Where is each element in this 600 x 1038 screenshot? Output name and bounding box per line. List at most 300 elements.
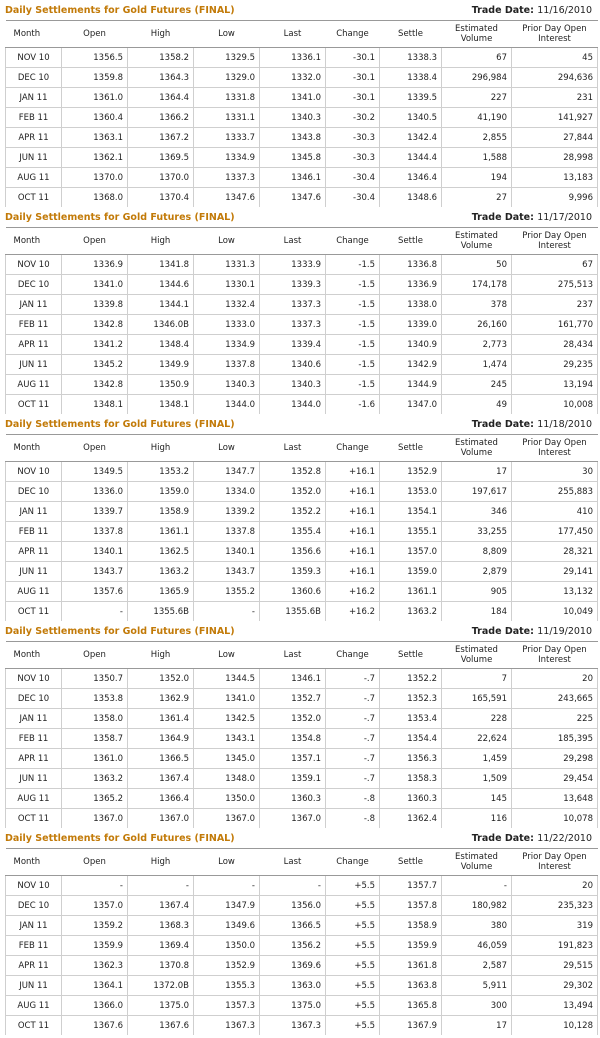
cell-settle: 1363.2: [380, 602, 442, 622]
cell-settle: 1336.9: [380, 275, 442, 295]
cell-change: +5.5: [326, 976, 380, 996]
cell-volume: 378: [442, 295, 512, 315]
trade-date: [472, 5, 592, 16]
cell-open-interest: 29,515: [512, 956, 598, 976]
cell-low: 1337.3: [194, 168, 260, 188]
cell-open-interest: 191,823: [512, 936, 598, 956]
column-header-settle: Settle: [380, 435, 442, 462]
column-header-open-interest: Prior Day Open Interest: [512, 435, 598, 462]
cell-high: 1349.9: [128, 355, 194, 375]
cell-settle: 1338.0: [380, 295, 442, 315]
column-header-low: Low: [194, 21, 260, 48]
cell-open: 1365.2: [62, 789, 128, 809]
column-header-month: Month: [6, 435, 62, 462]
cell-last: 1360.3: [260, 789, 326, 809]
cell-volume: 27: [442, 188, 512, 208]
table-header-row: [6, 21, 598, 48]
cell-settle: 1361.1: [380, 582, 442, 602]
column-header-high: High: [128, 228, 194, 255]
cell-low: 1329.5: [194, 48, 260, 68]
cell-volume: 1,459: [442, 749, 512, 769]
cell-open-interest: 29,302: [512, 976, 598, 996]
column-header-open-interest: Prior Day Open Interest: [512, 228, 598, 255]
table-header-row: [6, 849, 598, 876]
cell-month: AUG 11: [6, 789, 62, 809]
table-row: [6, 168, 598, 188]
cell-settle: 1339.5: [380, 88, 442, 108]
column-header-month: Month: [6, 21, 62, 48]
cell-change: +16.1: [326, 482, 380, 502]
cell-low: 1347.6: [194, 188, 260, 208]
cell-high: 1367.6: [128, 1016, 194, 1036]
cell-month: FEB 11: [6, 108, 62, 128]
cell-settle: 1340.5: [380, 108, 442, 128]
table-row: [6, 1016, 598, 1036]
column-header-open: Open: [62, 642, 128, 669]
column-header-month: Month: [6, 642, 62, 669]
cell-settle: 1352.3: [380, 689, 442, 709]
cell-open-interest: 255,883: [512, 482, 598, 502]
cell-low: 1330.1: [194, 275, 260, 295]
cell-open: 1357.0: [62, 896, 128, 916]
column-header-change: Change: [326, 642, 380, 669]
cell-month: DEC 10: [6, 896, 62, 916]
cell-high: 1353.2: [128, 462, 194, 482]
cell-open: 1353.8: [62, 689, 128, 709]
section-title: Daily Settlements for Gold Futures (FINAL): [5, 832, 235, 844]
column-header-high: High: [128, 21, 194, 48]
cell-high: 1359.0: [128, 482, 194, 502]
table-row: [6, 602, 598, 622]
cell-high: 1364.9: [128, 729, 194, 749]
cell-settle: 1359.9: [380, 936, 442, 956]
section-header: [2, 621, 598, 641]
cell-low: 1337.8: [194, 522, 260, 542]
cell-month: JUN 11: [6, 562, 62, 582]
cell-open: 1367.6: [62, 1016, 128, 1036]
table-row: [6, 375, 598, 395]
cell-low: 1355.2: [194, 582, 260, 602]
cell-open-interest: 10,008: [512, 395, 598, 415]
cell-open: 1363.1: [62, 128, 128, 148]
column-header-high: High: [128, 642, 194, 669]
cell-change: +16.1: [326, 542, 380, 562]
table-row: [6, 669, 598, 689]
cell-open: 1367.0: [62, 809, 128, 829]
cell-low: 1334.0: [194, 482, 260, 502]
cell-change: -.7: [326, 709, 380, 729]
cell-low: 1348.0: [194, 769, 260, 789]
cell-low: 1331.8: [194, 88, 260, 108]
cell-last: 1337.3: [260, 295, 326, 315]
cell-settle: 1346.4: [380, 168, 442, 188]
cell-month: APR 11: [6, 956, 62, 976]
section-title: Daily Settlements for Gold Futures (FINAL): [5, 625, 235, 637]
table-row: [6, 68, 598, 88]
cell-open: 1370.0: [62, 168, 128, 188]
cell-open: 1343.7: [62, 562, 128, 582]
cell-high: 1370.0: [128, 168, 194, 188]
cell-settle: 1340.9: [380, 335, 442, 355]
table-row: [6, 188, 598, 208]
cell-last: 1359.3: [260, 562, 326, 582]
cell-low: 1344.0: [194, 395, 260, 415]
cell-open: 1359.8: [62, 68, 128, 88]
cell-settle: 1347.0: [380, 395, 442, 415]
settlement-section: [2, 0, 598, 207]
cell-last: 1332.0: [260, 68, 326, 88]
cell-last: 1354.8: [260, 729, 326, 749]
cell-high: 1358.9: [128, 502, 194, 522]
trade-date-label: Trade Date:: [471, 625, 534, 637]
table-row: [6, 809, 598, 829]
cell-last: 1363.0: [260, 976, 326, 996]
cell-open: 1342.8: [62, 315, 128, 335]
cell-open-interest: 319: [512, 916, 598, 936]
trade-date-label: Trade Date:: [471, 418, 534, 430]
cell-high: 1341.8: [128, 255, 194, 275]
cell-settle: 1348.6: [380, 188, 442, 208]
cell-last: 1369.6: [260, 956, 326, 976]
cell-volume: 50: [442, 255, 512, 275]
cell-month: NOV 10: [6, 876, 62, 896]
cell-change: -.7: [326, 769, 380, 789]
cell-change: -1.5: [326, 335, 380, 355]
cell-high: 1369.4: [128, 936, 194, 956]
cell-open: 1341.0: [62, 275, 128, 295]
cell-volume: 145: [442, 789, 512, 809]
cell-change: -1.5: [326, 315, 380, 335]
cell-month: NOV 10: [6, 669, 62, 689]
cell-settle: 1339.0: [380, 315, 442, 335]
cell-high: 1348.1: [128, 395, 194, 415]
cell-high: 1348.4: [128, 335, 194, 355]
cell-settle: 1353.4: [380, 709, 442, 729]
cell-volume: 116: [442, 809, 512, 829]
cell-high: 1362.9: [128, 689, 194, 709]
settlement-section: [2, 828, 598, 1035]
settlement-table: [5, 227, 598, 414]
trade-date-value: 11/22/2010: [537, 832, 592, 844]
cell-low: 1329.0: [194, 68, 260, 88]
cell-month: AUG 11: [6, 168, 62, 188]
cell-open-interest: 29,235: [512, 355, 598, 375]
cell-month: OCT 11: [6, 602, 62, 622]
cell-open: 1364.1: [62, 976, 128, 996]
table-row: [6, 542, 598, 562]
cell-month: JAN 11: [6, 916, 62, 936]
cell-low: 1347.7: [194, 462, 260, 482]
cell-volume: 174,178: [442, 275, 512, 295]
cell-change: +16.1: [326, 522, 380, 542]
cell-high: 1367.0: [128, 809, 194, 829]
cell-volume: 41,190: [442, 108, 512, 128]
cell-change: +5.5: [326, 1016, 380, 1036]
cell-open-interest: 243,665: [512, 689, 598, 709]
cell-low: -: [194, 602, 260, 622]
cell-low: 1331.1: [194, 108, 260, 128]
cell-high: 1352.0: [128, 669, 194, 689]
settlement-section: [2, 414, 598, 621]
cell-last: 1347.6: [260, 188, 326, 208]
table-row: [6, 128, 598, 148]
table-header-row: [6, 435, 598, 462]
trade-date: [472, 419, 592, 430]
cell-open: 1350.7: [62, 669, 128, 689]
cell-last: 1375.0: [260, 996, 326, 1016]
cell-high: 1366.5: [128, 749, 194, 769]
cell-high: 1366.4: [128, 789, 194, 809]
cell-open-interest: 275,513: [512, 275, 598, 295]
cell-open: 1357.6: [62, 582, 128, 602]
cell-open-interest: 13,183: [512, 168, 598, 188]
cell-open-interest: 10,049: [512, 602, 598, 622]
column-header-open-interest: Prior Day Open Interest: [512, 642, 598, 669]
cell-last: 1339.3: [260, 275, 326, 295]
cell-settle: 1355.1: [380, 522, 442, 542]
cell-volume: 46,059: [442, 936, 512, 956]
column-header-change: Change: [326, 21, 380, 48]
cell-settle: 1365.8: [380, 996, 442, 1016]
table-row: [6, 709, 598, 729]
cell-open: 1360.4: [62, 108, 128, 128]
cell-volume: 346: [442, 502, 512, 522]
cell-open-interest: 225: [512, 709, 598, 729]
cell-change: +16.1: [326, 562, 380, 582]
cell-high: 1365.9: [128, 582, 194, 602]
cell-change: +5.5: [326, 916, 380, 936]
column-header-open-interest: Prior Day Open Interest: [512, 21, 598, 48]
cell-high: 1370.8: [128, 956, 194, 976]
cell-open-interest: 28,434: [512, 335, 598, 355]
cell-last: 1352.8: [260, 462, 326, 482]
cell-open-interest: 67: [512, 255, 598, 275]
cell-volume: 296,984: [442, 68, 512, 88]
cell-last: 1340.3: [260, 108, 326, 128]
cell-month: JUN 11: [6, 976, 62, 996]
cell-open: 1336.9: [62, 255, 128, 275]
cell-last: 1367.3: [260, 1016, 326, 1036]
cell-last: 1355.4: [260, 522, 326, 542]
column-header-open-interest: Prior Day Open Interest: [512, 849, 598, 876]
cell-volume: 2,773: [442, 335, 512, 355]
cell-last: 1345.8: [260, 148, 326, 168]
column-header-change: Change: [326, 849, 380, 876]
cell-volume: 227: [442, 88, 512, 108]
cell-change: -1.6: [326, 395, 380, 415]
cell-open-interest: 177,450: [512, 522, 598, 542]
cell-settle: 1357.8: [380, 896, 442, 916]
trade-date: [472, 833, 592, 844]
cell-settle: 1353.0: [380, 482, 442, 502]
cell-month: NOV 10: [6, 48, 62, 68]
column-header-settle: Settle: [380, 642, 442, 669]
cell-volume: 1,474: [442, 355, 512, 375]
cell-month: FEB 11: [6, 936, 62, 956]
cell-high: 1355.6B: [128, 602, 194, 622]
cell-open-interest: 29,141: [512, 562, 598, 582]
cell-high: 1368.3: [128, 916, 194, 936]
cell-month: DEC 10: [6, 275, 62, 295]
cell-last: 1343.8: [260, 128, 326, 148]
table-row: [6, 916, 598, 936]
cell-last: 1352.2: [260, 502, 326, 522]
cell-low: 1349.6: [194, 916, 260, 936]
cell-settle: 1357.0: [380, 542, 442, 562]
cell-high: 1364.3: [128, 68, 194, 88]
cell-low: 1357.3: [194, 996, 260, 1016]
cell-change: -.7: [326, 749, 380, 769]
cell-change: -1.5: [326, 375, 380, 395]
trade-date-value: 11/18/2010: [537, 418, 592, 430]
cell-volume: 17: [442, 1016, 512, 1036]
cell-open-interest: 13,194: [512, 375, 598, 395]
cell-volume: 2,855: [442, 128, 512, 148]
cell-settle: 1338.4: [380, 68, 442, 88]
cell-high: 1367.4: [128, 896, 194, 916]
cell-last: 1357.1: [260, 749, 326, 769]
settlement-table: [5, 641, 598, 828]
cell-settle: 1367.9: [380, 1016, 442, 1036]
cell-last: 1333.9: [260, 255, 326, 275]
cell-change: +5.5: [326, 936, 380, 956]
cell-high: 1367.4: [128, 769, 194, 789]
cell-open: 1368.0: [62, 188, 128, 208]
cell-change: -30.2: [326, 108, 380, 128]
column-header-volume: Estimated Volume: [442, 849, 512, 876]
table-row: [6, 789, 598, 809]
table-row: [6, 315, 598, 335]
cell-settle: 1363.8: [380, 976, 442, 996]
cell-low: 1350.0: [194, 789, 260, 809]
column-header-open: Open: [62, 228, 128, 255]
section-header: [2, 828, 598, 848]
cell-low: 1334.9: [194, 148, 260, 168]
cell-open-interest: 237: [512, 295, 598, 315]
cell-month: APR 11: [6, 749, 62, 769]
cell-settle: 1358.9: [380, 916, 442, 936]
cell-open: 1339.7: [62, 502, 128, 522]
trade-date-value: 11/17/2010: [537, 211, 592, 223]
cell-volume: 300: [442, 996, 512, 1016]
column-header-high: High: [128, 849, 194, 876]
cell-settle: 1359.0: [380, 562, 442, 582]
table-row: [6, 522, 598, 542]
cell-change: -1.5: [326, 355, 380, 375]
table-row: [6, 976, 598, 996]
cell-last: 1355.6B: [260, 602, 326, 622]
cell-high: 1369.5: [128, 148, 194, 168]
cell-change: +5.5: [326, 996, 380, 1016]
cell-month: JAN 11: [6, 709, 62, 729]
cell-volume: 165,591: [442, 689, 512, 709]
cell-last: 1346.1: [260, 168, 326, 188]
cell-change: -.8: [326, 809, 380, 829]
cell-settle: 1338.3: [380, 48, 442, 68]
cell-month: JUN 11: [6, 355, 62, 375]
cell-open-interest: 9,996: [512, 188, 598, 208]
cell-open: 1362.1: [62, 148, 128, 168]
cell-change: +16.2: [326, 602, 380, 622]
cell-open-interest: 141,927: [512, 108, 598, 128]
table-row: [6, 395, 598, 415]
cell-open: -: [62, 602, 128, 622]
cell-volume: 184: [442, 602, 512, 622]
table-row: [6, 275, 598, 295]
cell-open-interest: 185,395: [512, 729, 598, 749]
cell-volume: 905: [442, 582, 512, 602]
cell-month: AUG 11: [6, 996, 62, 1016]
section-header: [2, 0, 598, 20]
cell-change: -30.1: [326, 68, 380, 88]
cell-month: OCT 11: [6, 395, 62, 415]
cell-settle: 1356.3: [380, 749, 442, 769]
table-row: [6, 689, 598, 709]
cell-change: +16.1: [326, 462, 380, 482]
cell-month: APR 11: [6, 335, 62, 355]
settlement-table: [5, 20, 598, 207]
trade-date-value: 11/19/2010: [537, 625, 592, 637]
cell-last: 1356.0: [260, 896, 326, 916]
cell-change: -1.5: [326, 275, 380, 295]
cell-volume: 245: [442, 375, 512, 395]
table-row: [6, 295, 598, 315]
cell-change: -.7: [326, 669, 380, 689]
column-header-volume: Estimated Volume: [442, 435, 512, 462]
cell-low: 1344.5: [194, 669, 260, 689]
cell-open-interest: 29,298: [512, 749, 598, 769]
cell-month: JAN 11: [6, 88, 62, 108]
cell-change: -1.5: [326, 255, 380, 275]
cell-change: -.7: [326, 689, 380, 709]
cell-change: +5.5: [326, 896, 380, 916]
cell-low: -: [194, 876, 260, 896]
table-row: [6, 729, 598, 749]
cell-open-interest: 30: [512, 462, 598, 482]
cell-change: +5.5: [326, 956, 380, 976]
column-header-volume: Estimated Volume: [442, 21, 512, 48]
cell-high: 1363.2: [128, 562, 194, 582]
cell-open: 1336.0: [62, 482, 128, 502]
table-row: [6, 108, 598, 128]
trade-date-value: 11/16/2010: [537, 4, 592, 16]
cell-low: 1367.3: [194, 1016, 260, 1036]
cell-volume: 49: [442, 395, 512, 415]
cell-last: 1352.0: [260, 482, 326, 502]
cell-last: 1352.0: [260, 709, 326, 729]
cell-settle: 1352.9: [380, 462, 442, 482]
cell-settle: 1342.4: [380, 128, 442, 148]
cell-month: OCT 11: [6, 1016, 62, 1036]
table-header-row: [6, 642, 598, 669]
column-header-last: Last: [260, 228, 326, 255]
cell-last: 1336.1: [260, 48, 326, 68]
cell-change: -30.1: [326, 88, 380, 108]
cell-low: 1337.8: [194, 355, 260, 375]
cell-month: NOV 10: [6, 255, 62, 275]
table-row: [6, 562, 598, 582]
cell-open-interest: 45: [512, 48, 598, 68]
cell-open: 1358.7: [62, 729, 128, 749]
column-header-open: Open: [62, 435, 128, 462]
cell-last: 1352.7: [260, 689, 326, 709]
cell-change: -.7: [326, 729, 380, 749]
cell-volume: 33,255: [442, 522, 512, 542]
cell-low: 1333.0: [194, 315, 260, 335]
column-header-open: Open: [62, 849, 128, 876]
cell-open: 1345.2: [62, 355, 128, 375]
section-header: [2, 414, 598, 434]
